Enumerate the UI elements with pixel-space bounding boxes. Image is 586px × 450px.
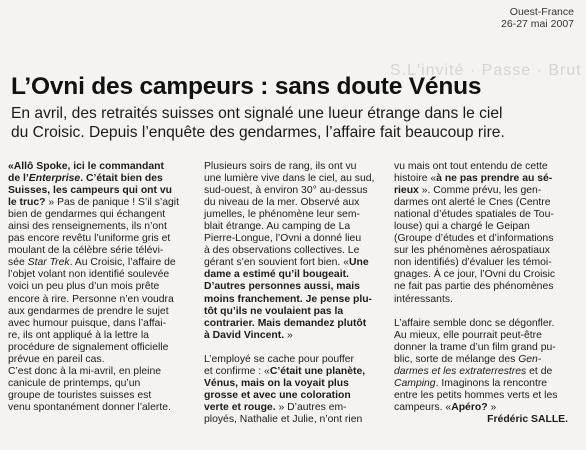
text-run: dame a estimé qu’il bougeait.	[204, 269, 349, 281]
text-run: . Imaginons la rencontre	[435, 377, 548, 389]
text-line	[8, 173, 192, 185]
text-run: »	[487, 401, 497, 413]
text-run: darmes et les extraterrestres	[394, 365, 527, 377]
text-line	[204, 414, 386, 426]
text-line	[394, 185, 578, 197]
text-line	[204, 257, 386, 269]
article-headline: L’Ovni des campeurs : sans doute Vénus	[11, 73, 482, 100]
text-run: Star Trek	[27, 257, 70, 269]
text-run: groupe de touristes suisses est	[8, 389, 152, 401]
text-line	[8, 306, 192, 318]
lede-line: du Croisic. Depuis l’enquête des gendarmes, l’affaire fait beaucoup rire.	[11, 124, 505, 141]
text-line	[394, 257, 578, 269]
text-run: procédure de signalement officielle	[8, 341, 169, 353]
text-line	[8, 281, 192, 293]
text-run: ne fait pas partie des phénomènes	[394, 281, 554, 293]
text-line	[394, 402, 578, 414]
text-run: prévue en pareil cas.	[8, 353, 105, 365]
text-run: canicule de printemps, qu’un	[8, 377, 141, 389]
text-line	[394, 245, 578, 257]
publication-date: 26-27 mai 2007	[501, 18, 574, 30]
text-run: campeurs. «	[394, 401, 452, 413]
text-line	[8, 209, 192, 221]
text-run: histoire «	[394, 173, 437, 185]
text-run: sur les phénomènes aérospatiaux	[394, 245, 550, 257]
text-line	[8, 197, 192, 209]
text-line	[394, 342, 578, 354]
text-run: Au mieux, elle pourrait peut-être	[394, 329, 542, 341]
article-column-3	[394, 161, 578, 426]
text-run: C’est donc à la mi-avril, en pleine	[8, 365, 162, 377]
byline-signature: Frédéric SALLE.	[487, 413, 568, 425]
text-run: et confirme : «	[204, 365, 270, 377]
text-run: blait étrange. Au camping de La	[204, 221, 351, 233]
text-line	[394, 221, 578, 233]
text-line	[394, 173, 578, 185]
text-line	[8, 185, 192, 197]
text-run: blic, sorte de mélange des	[394, 353, 519, 365]
text-run: ployés, Nathalie et Julie, n’ont rien	[204, 413, 363, 425]
text-run: Une	[348, 257, 369, 269]
text-line	[204, 402, 386, 414]
text-run: moins franchement. Je pense plu-	[204, 293, 373, 305]
text-run: re, ils ont appliqué à la lettre la	[8, 329, 149, 341]
text-run: donner la trame d’un film grand pu-	[394, 341, 556, 353]
text-run: Pierre-Longue, l’Ovni a donné lieu	[204, 233, 362, 245]
text-line	[204, 378, 386, 390]
text-line	[204, 366, 386, 378]
text-line	[394, 269, 578, 281]
text-line	[204, 306, 386, 318]
text-run: avec humour puisque, dans l’affai-	[8, 317, 167, 329]
text-run: » Pas de panique ! S’il s’agit	[45, 197, 179, 209]
text-line	[204, 245, 386, 257]
text-run: gérant s’en souvient fort bien. «	[204, 257, 349, 269]
text-run: verte et rouge.	[204, 401, 276, 413]
text-line	[394, 209, 578, 221]
text-line	[8, 221, 192, 233]
text-line	[8, 233, 192, 245]
text-line	[204, 330, 386, 342]
text-run: sud-ouest, à environ 30° au-dessus	[204, 185, 368, 197]
text-line	[204, 221, 386, 233]
text-run: national d’études spatiales de Tou-	[394, 209, 554, 221]
text-line	[204, 269, 386, 281]
text-run: à des observations collectives. Le	[204, 245, 360, 257]
text-run: L’employé se cache pour pouffer	[204, 353, 354, 365]
text-run: une lumière vive dans le ciel, au sud,	[204, 173, 375, 185]
text-line	[394, 378, 578, 390]
text-line	[394, 161, 578, 173]
text-line	[8, 366, 192, 378]
text-run: gnages. À ce jour, l’Ovni du Croisic	[394, 269, 556, 281]
text-run: contrarier. Mais demandez plutôt	[204, 317, 367, 329]
text-run: l’objet volant non identifié soulevée	[8, 269, 170, 281]
text-line	[8, 330, 192, 342]
text-run: Vénus, mais on la voyait plus	[204, 377, 349, 389]
text-run: Apéro?	[451, 401, 488, 413]
paragraph-gap	[394, 306, 578, 318]
text-run: entre les petits hommes verts et les	[394, 389, 558, 401]
text-line	[8, 294, 192, 306]
text-run: . C’était bien des	[80, 173, 163, 185]
text-line	[394, 294, 578, 306]
text-run: Gen-	[518, 353, 542, 365]
text-run: «Allô Spoke, ici le commandant	[8, 161, 164, 172]
text-run: »	[284, 329, 293, 341]
text-run: sée	[8, 257, 28, 269]
text-line	[204, 354, 386, 366]
text-run: non identifiés) d’évaluer les témoi-	[394, 257, 552, 269]
text-line	[394, 281, 578, 293]
text-run: Plusieurs soirs de rang, ils ont vu	[204, 161, 357, 172]
text-run: à ne pas prendre au sé-	[436, 173, 553, 185]
text-line	[394, 330, 578, 342]
text-run: grosse et avec une coloration	[204, 389, 351, 401]
text-run: à David Vincent.	[204, 329, 285, 341]
text-run: Camping	[394, 377, 436, 389]
text-run: jumelles, le phénomène leur sem-	[204, 209, 360, 221]
paragraph-gap	[204, 342, 386, 354]
text-run: de l’	[8, 173, 29, 185]
text-line	[8, 342, 192, 354]
text-line	[8, 354, 192, 366]
text-run: et de	[526, 365, 553, 377]
text-run: intéressants.	[394, 293, 453, 305]
text-run: venu spontanément donner l’alerte.	[8, 401, 171, 413]
text-line	[8, 257, 192, 269]
masthead	[501, 6, 574, 30]
text-run: L’affaire semble donc se dégonfler.	[394, 317, 555, 329]
text-run: tôt qu’ils ne voulaient pas la	[204, 305, 344, 317]
text-line	[204, 185, 386, 197]
text-line	[204, 197, 386, 209]
text-line	[8, 402, 192, 414]
text-line	[394, 233, 578, 245]
text-run: D’autres personnes aussi, mais	[204, 281, 360, 293]
text-line	[394, 390, 578, 402]
text-line	[204, 318, 386, 330]
text-line	[8, 161, 192, 173]
text-run: ». Comme prévu, les gen-	[418, 185, 542, 197]
text-run: bien de gendarmes qui échangent	[8, 209, 166, 221]
text-run: aux gendarmes de prendre le sujet	[8, 305, 169, 317]
article-column-2	[204, 161, 386, 426]
text-line	[204, 390, 386, 402]
newspaper-name: Ouest-France	[509, 6, 574, 18]
text-run: » D’autres em-	[275, 401, 347, 413]
text-run: du niveau de la mer. Observé aux	[204, 197, 360, 209]
text-run: ainsi des renseignements, ils n’ont	[8, 221, 167, 233]
text-run: le truc?	[8, 197, 46, 209]
text-line	[8, 378, 192, 390]
text-run: Enterprise	[28, 173, 81, 185]
text-run: darmes ont alerté le Cnes (Centre	[394, 197, 551, 209]
text-line	[204, 233, 386, 245]
text-line	[8, 269, 192, 281]
article-column-1	[8, 161, 192, 414]
text-line	[394, 318, 578, 330]
text-line	[204, 173, 386, 185]
text-line	[394, 197, 578, 209]
text-run: . Au Croisic, l’affaire de	[69, 257, 176, 269]
lede-line: En avril, des retraités suisses ont signalé une lueur étrange dans le ciel	[11, 105, 503, 122]
text-line	[204, 161, 386, 173]
text-line	[394, 366, 578, 378]
text-run: voici un peu plus d’un mois prête	[8, 281, 160, 293]
text-run: Suisses, les campeurs qui ont vu	[8, 185, 172, 197]
text-line	[8, 390, 192, 402]
text-run: (Groupe d’études et d’informations	[394, 233, 554, 245]
text-line	[394, 354, 578, 366]
text-run: vu mais ont tout entendu de cette	[394, 161, 548, 172]
text-line	[204, 294, 386, 306]
text-line	[204, 209, 386, 221]
text-run: C’était une planète,	[269, 365, 366, 377]
text-run: encore à rire. Personne n’en voudra	[8, 293, 174, 305]
article-lede	[11, 104, 551, 142]
bleed-through-text: S.L'invité · Passe · Brut	[390, 62, 582, 79]
text-line	[8, 318, 192, 330]
text-run: louse) qui a chargé le Geipan	[394, 221, 530, 233]
text-run: moulant de la célèbre série télévi-	[8, 245, 164, 257]
text-line	[8, 245, 192, 257]
text-run: rieux	[394, 185, 419, 197]
text-run: pas encore revêtu l’uniforme gris et	[8, 233, 171, 245]
text-line	[204, 281, 386, 293]
